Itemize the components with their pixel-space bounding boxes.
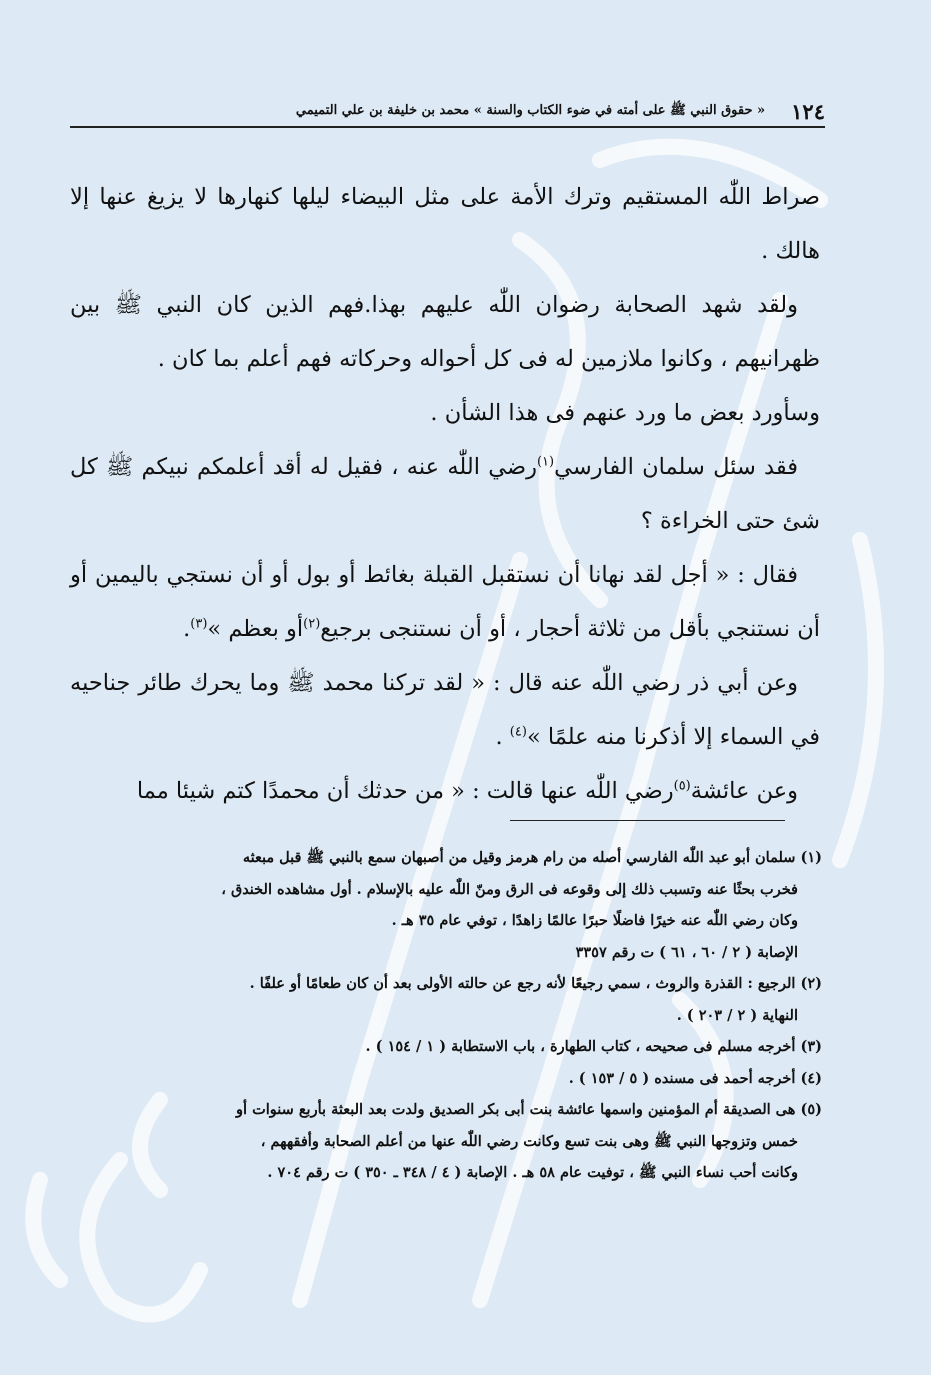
footnote-5-continuation: خمس وتزوجها النبي ﷺ وهى بنت تسع وكانت رضي اللّٰه عنها من أعلم الصحابة وأفقههم ، <box>260 1132 798 1150</box>
footnote-ref[interactable]: (٥) <box>673 778 691 794</box>
footnote-ref[interactable]: (٣) <box>190 616 208 632</box>
footnote-1-continuation: وكان رضي اللّٰه عنه خيرًا فاضلًا حبرًا عالمًا زاهدًا ، توفي عام ٣٥ هـ . <box>391 912 798 929</box>
text-segment: . <box>183 616 191 642</box>
footnote-1: (١) سلمان أبو عبد اللّٰه الفارسي أصله من رام هرمز وقيل من أصبهان سمع بالنبي ﷺ قبل مبعثه <box>242 849 822 866</box>
paragraph: ولقد شهد الصحابة رضوان اللّٰه عليهم بهذا.فهم الذين كان النبي ﷺ بين ظهرانيهم ، وكانوا ملازمين له فى كل أحواله وحركاته فهم أعلم بما كان . <box>70 292 820 372</box>
paragraph <box>70 548 820 656</box>
paragraph: وسأورد بعض ما ورد عنهم فى هذا الشأن . <box>430 400 820 426</box>
paragraph <box>70 764 820 818</box>
text-segment: أو بعظم » <box>207 616 304 642</box>
paragraph <box>70 440 820 548</box>
main-text <box>70 170 820 818</box>
footnotes <box>72 842 822 1189</box>
paragraph <box>70 656 820 764</box>
footnote-1-continuation: فخرب بحثًا عنه وتسبب ذلك إلى وقوعه فى الرق ومنّ اللّٰه عليه بالإسلام . أول مشاهده الخندق ، <box>221 880 798 898</box>
footnote-ref[interactable]: (١) <box>536 454 555 470</box>
footnote-2-source: النهاية ( ٢ / ٢٠٣ ) . <box>676 1006 798 1024</box>
paragraph: صراط اللّٰه المستقيم وترك الأمة على مثل البيضاء ليلها كنهارها لا يزيغ عنها إلا هالك . <box>70 184 820 264</box>
text-segment: وعن أبي ذر رضي اللّٰه عنه قال : « لقد تركنا محمد ﷺ وما يحرك طائر جناحيه في السماء إلا أذكرنا منه علمًا » <box>70 670 820 750</box>
footnote-3: (٣) أخرجه مسلم فى صحيحه ، كتاب الطهارة ، باب الاستطابة ( ١ / ١٥٤ ) . <box>365 1038 822 1055</box>
footnote-separator <box>510 820 785 821</box>
text-segment: رضي اللّٰه عنه ، فقيل له أقد أعلمكم نبيكم ﷺ كل شئ حتى الخراءة ؟ <box>70 454 820 534</box>
footnote-4: (٤) أخرجه أحمد فى مسنده ( ٥ / ١٥٣ ) . <box>568 1069 822 1087</box>
text-segment: وعن عائشة <box>690 778 798 804</box>
text-segment: رضي اللّٰه عنها قالت : « من حدثك أن محمدًا كتم شيئا مما <box>136 778 674 804</box>
text-segment: فقال : « أجل لقد نهانا أن نستقبل القبلة بغائط أو بول أو أن نستجي باليمين أو أن نستنجي بأقل من ثلاثة أحجار ، أو أن نستنجى برجيع <box>70 562 820 642</box>
text-segment: . <box>495 724 510 750</box>
footnote-ref[interactable]: (٢) <box>303 616 321 632</box>
footnote-5-continuation: وكانت أحب نساء النبي ﷺ ، توفيت عام ٥٨ هـ . الإصابة ( ٤ / ٣٤٨ ـ ٣٥٠ ) ت رقم ٧٠٤ . <box>267 1164 798 1181</box>
footnote-1-source: الإصابة ( ٢ / ٦٠ ، ٦١ ) ت رقم ٣٣٥٧ <box>575 943 798 961</box>
footnote-5: (٥) هى الصديقة أم المؤمنين واسمها عائشة بنت أبى بكر الصديق ولدت بعد البعثة بأربع سنوات أو <box>236 1101 822 1118</box>
footnote-ref[interactable]: (٤) <box>509 724 527 740</box>
footnote-2: (٢) الرجيع : القذرة والروث ، سمي رجيعًا لأنه رجع عن حالته الأولى بعد أن كان طعامًا أو علفًا . <box>249 975 822 992</box>
page-number: ١٢٤ <box>791 98 825 124</box>
running-header <box>70 96 825 128</box>
running-head-title: « حقوق النبي ﷺ على أمته في ضوء الكتاب والسنة » محمد بن خليفة بن علي التميمي <box>295 102 766 118</box>
text-segment: فقد سئل سلمان الفارسي <box>554 454 799 480</box>
